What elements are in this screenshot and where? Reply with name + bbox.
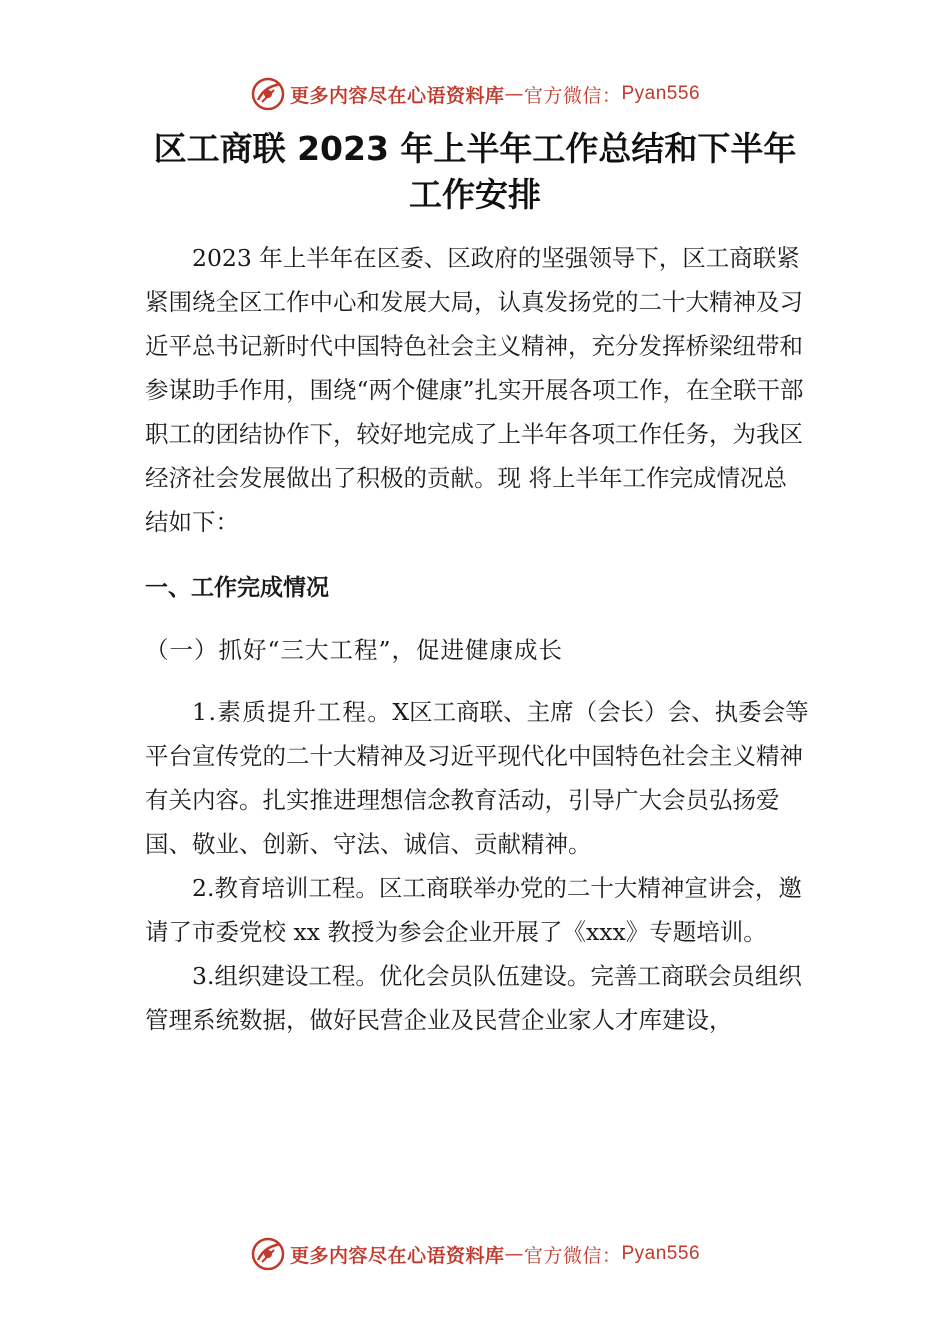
title-line-1: 区工商联 2023 年上半年工作总结和下半年 [153,129,797,168]
watermark-separator: — [504,83,524,105]
item-1-paragraph [145,690,810,866]
watermark-brand: 更多内容尽在心语资料库 [289,1244,505,1267]
watermark-wechat-label: 官方微信： [523,1244,622,1267]
title-line-2: 工作安排 [409,175,541,214]
document-body [145,236,810,1042]
item-2-paragraph: 2.教育培训工程。区工商联举办党的二十大精神宣讲会，邀请了市委党校 xx 教授为参会企业开展了《xxx》专题培训。 [145,874,802,946]
document-title [120,126,830,218]
watermark-wechat-id: Pyan556 [621,1243,701,1264]
watermark-brand: 更多内容尽在心语资料库 [289,84,505,107]
item-1-lead: 1.素质提升工程。 [192,698,393,726]
watermark-wechat-id: Pyan556 [621,83,701,104]
watermark-wechat-label: 官方微信： [523,84,622,107]
subsection-heading: （一）抓好“三大工程”，促进健康成长 [145,636,564,664]
footer-watermark [0,1236,950,1272]
item-1-body: X区工商联、主席（会长）会、执委会等平台宣传党的二十大精神及习近平现代化中国特色社会主义精神有关内容。扎实推进理想信念教育活动，引导广大会员弘扬爱国、敬业、创新、守法、诚信、贡献精神。 [145,698,809,858]
brand-logo-icon [250,76,286,112]
watermark-separator: — [504,1243,524,1265]
item-3-paragraph: 3.组织建设工程。优化会员队伍建设。完善工商联会员组织管理系统数据，做好民营企业及民营企业家人才库建设， [145,962,802,1034]
brand-logo-icon [250,1236,286,1272]
header-watermark [0,76,950,112]
section-heading: 一、工作完成情况 [145,575,329,601]
intro-paragraph: 2023 年上半年在区委、区政府的坚强领导下，区工商联紧紧围绕全区工作中心和发展大局，认真发扬党的二十大精神及习近平总书记新时代中国特色社会主义精神，充分发挥桥梁纽带和参谋助手作用，围绕“两个健康”扎实开展各项工作，在全联干部职工的团结协作下，较好地完成了上半年各项工作任务，为我区经济社会发展做出了积极的贡献。现 将上半年工作完成情况总结如下： [145,244,804,536]
